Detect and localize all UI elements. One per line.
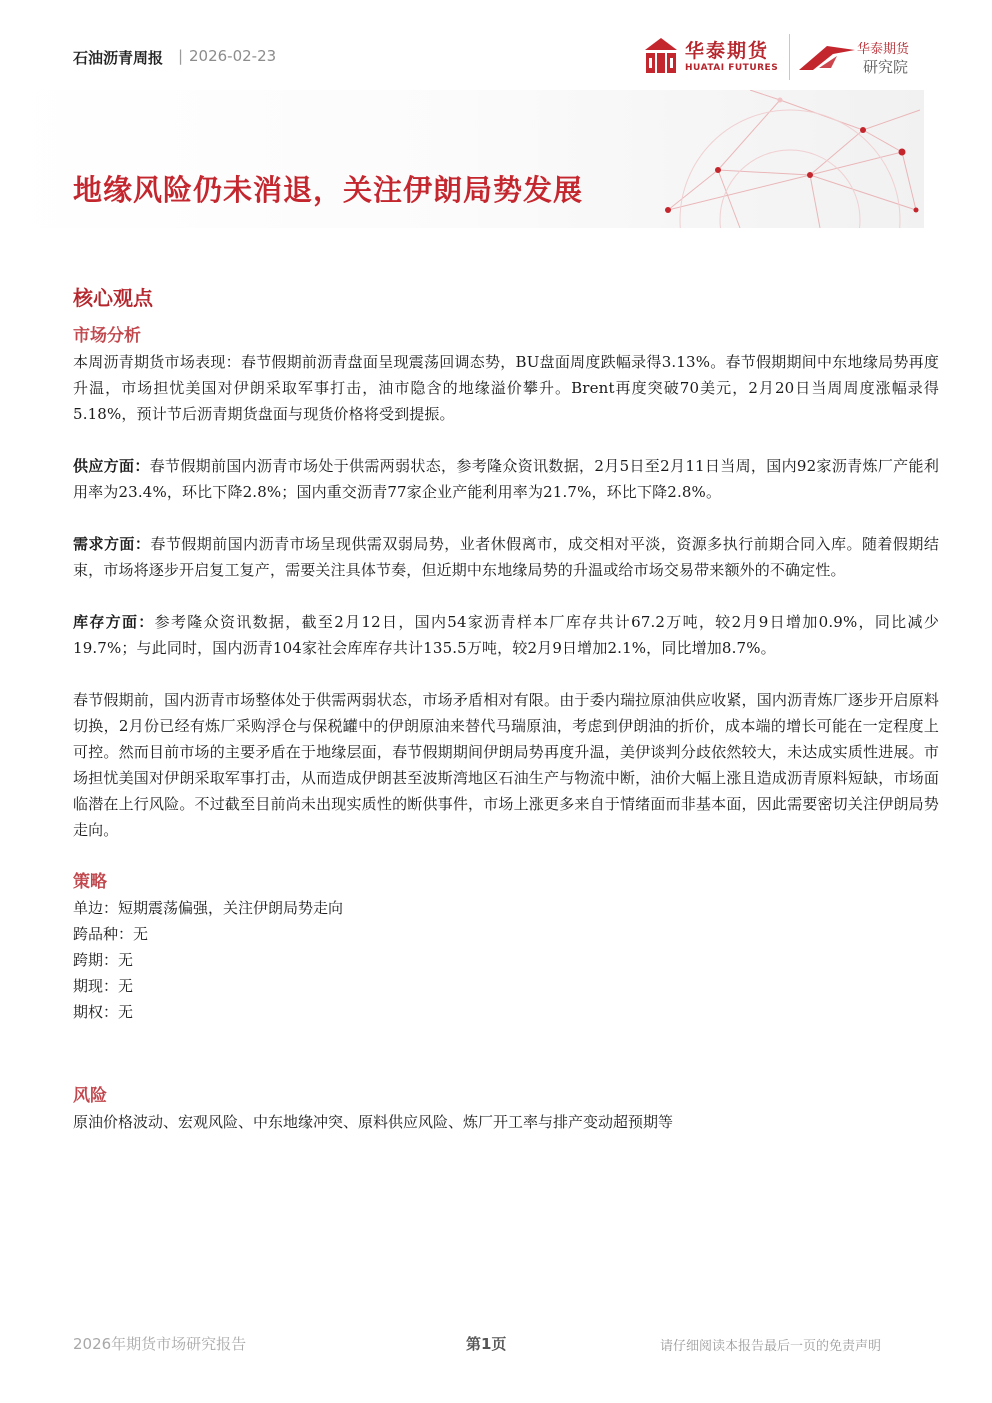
inventory-paragraph bbox=[73, 609, 939, 661]
supply-paragraph bbox=[73, 453, 939, 505]
logo-chinese-name: 华泰期货 bbox=[685, 40, 770, 62]
disclaimer-note: 请仔细阅读本报告最后一页的免责声明 bbox=[660, 1339, 882, 1354]
header-separator: | bbox=[178, 47, 184, 65]
page-number: 第1页 bbox=[466, 1335, 507, 1353]
report-date: 2026-02-23 bbox=[189, 47, 277, 65]
huatai-logo-icon bbox=[643, 36, 679, 76]
supply-label: 供应方面： bbox=[73, 457, 150, 475]
research-institute-logo bbox=[797, 36, 927, 80]
supply-text: 春节假期前国内沥青市场处于供需两弱状态，参考隆众资讯数据，2月5日至2月11日当周，国内92家沥青炼厂产能利用率为23.4%，环比下降2.8%；国内重交沥青77家企业产能利用率为21.7%，环比下降2.8%。 bbox=[73, 457, 939, 501]
strategy-item: 跨期：无 bbox=[73, 951, 134, 969]
footer-report-name: 2026年期货市场研究报告 bbox=[73, 1335, 247, 1353]
inventory-label: 库存方面： bbox=[73, 613, 155, 631]
market-paragraph: 本周沥青期货市场表现：春节假期前沥青盘面呈现震荡回调态势，BU盘面周度跌幅录得3.13%。春节假期期间中东地缘局势再度升温，市场担忧美国对伊朗采取军事打击，油市隐含的地缘溢价攀升。Brent再度突破70美元，2月20日当周周度涨幅录得5.18%，预计节后沥青期货盘面与现货价格将受到提振。 bbox=[73, 353, 939, 423]
logo-english-name: HUATAI FUTURES bbox=[685, 63, 779, 73]
institute-sub: 研究院 bbox=[863, 58, 909, 76]
main-content bbox=[73, 283, 939, 1135]
strategy-item: 期现：无 bbox=[73, 977, 134, 995]
demand-label: 需求方面： bbox=[73, 535, 151, 553]
strategy-item: 跨品种：无 bbox=[73, 925, 149, 943]
report-type: 石油沥青周报 bbox=[73, 49, 164, 67]
institute-name: 华泰期货 bbox=[857, 42, 910, 57]
demand-paragraph bbox=[73, 531, 939, 583]
risk-text: 原油价格波动、宏观风险、中东地缘冲突、原料供应风险、炼厂开工率与排产变动超预期等 bbox=[73, 1113, 674, 1131]
page-header bbox=[0, 0, 992, 90]
core-view-heading: 核心观点 bbox=[73, 286, 153, 310]
network-decoration-icon bbox=[620, 90, 924, 228]
demand-text: 春节假期前国内沥青市场呈现供需双弱局势，业者休假离市，成交相对平淡，资源多执行前期合同入库。随着假期结束，市场将逐步开启复工复产，需要关注具体节奏，但近期中东地缘局势的升温或给市场交易带来额外的不确定性。 bbox=[73, 535, 939, 579]
institute-logo-icon bbox=[797, 38, 857, 74]
market-analysis-heading: 市场分析 bbox=[73, 326, 141, 346]
page-title: 地缘风险仍未消退，关注伊朗局势发展 bbox=[73, 173, 584, 207]
strategy-item: 单边：短期震荡偏强，关注伊朗局势走向 bbox=[73, 899, 344, 917]
strategy-item: 期权：无 bbox=[73, 1003, 134, 1021]
strategy-heading: 策略 bbox=[73, 872, 107, 892]
inventory-text: 参考隆众资讯数据，截至2月12日，国内54家沥青样本厂库存共计67.2万吨，较2月9日增加0.9%，同比减少19.7%；与此同时，国内沥青104家社会库库存共计135.5万吨，较2月9日增加2.1%，同比增加8.7%。 bbox=[73, 613, 939, 657]
logo-divider bbox=[789, 34, 790, 80]
summary-paragraph: 春节假期前，国内沥青市场整体处于供需两弱状态，市场矛盾相对有限。由于委内瑞拉原油供应收紧，国内沥青炼厂逐步开启原料切换，2月份已经有炼厂采购浮仓与保税罐中的伊朗原油来替代马瑞原油，考虑到伊朗油的折价，成本端的增长可能在一定程度上可控。然而目前市场的主要矛盾在于地缘层面，春节假期期间伊朗局势再度升温，美伊谈判分歧依然较大，未达成实质性进展。市场担忧美国对伊朗采取军事打击，从而造成伊朗甚至波斯湾地区石油生产与物流中断，油价大幅上涨且造成沥青原料短缺，市场面临潜在上行风险。不过截至目前尚未出现实质性的断供事件，市场上涨更多来自于情绪面而非基本面，因此需要密切关注伊朗局势走向。 bbox=[73, 691, 939, 839]
huatai-futures-logo bbox=[643, 36, 793, 80]
risk-heading: 风险 bbox=[73, 1086, 107, 1106]
title-banner bbox=[0, 90, 924, 228]
